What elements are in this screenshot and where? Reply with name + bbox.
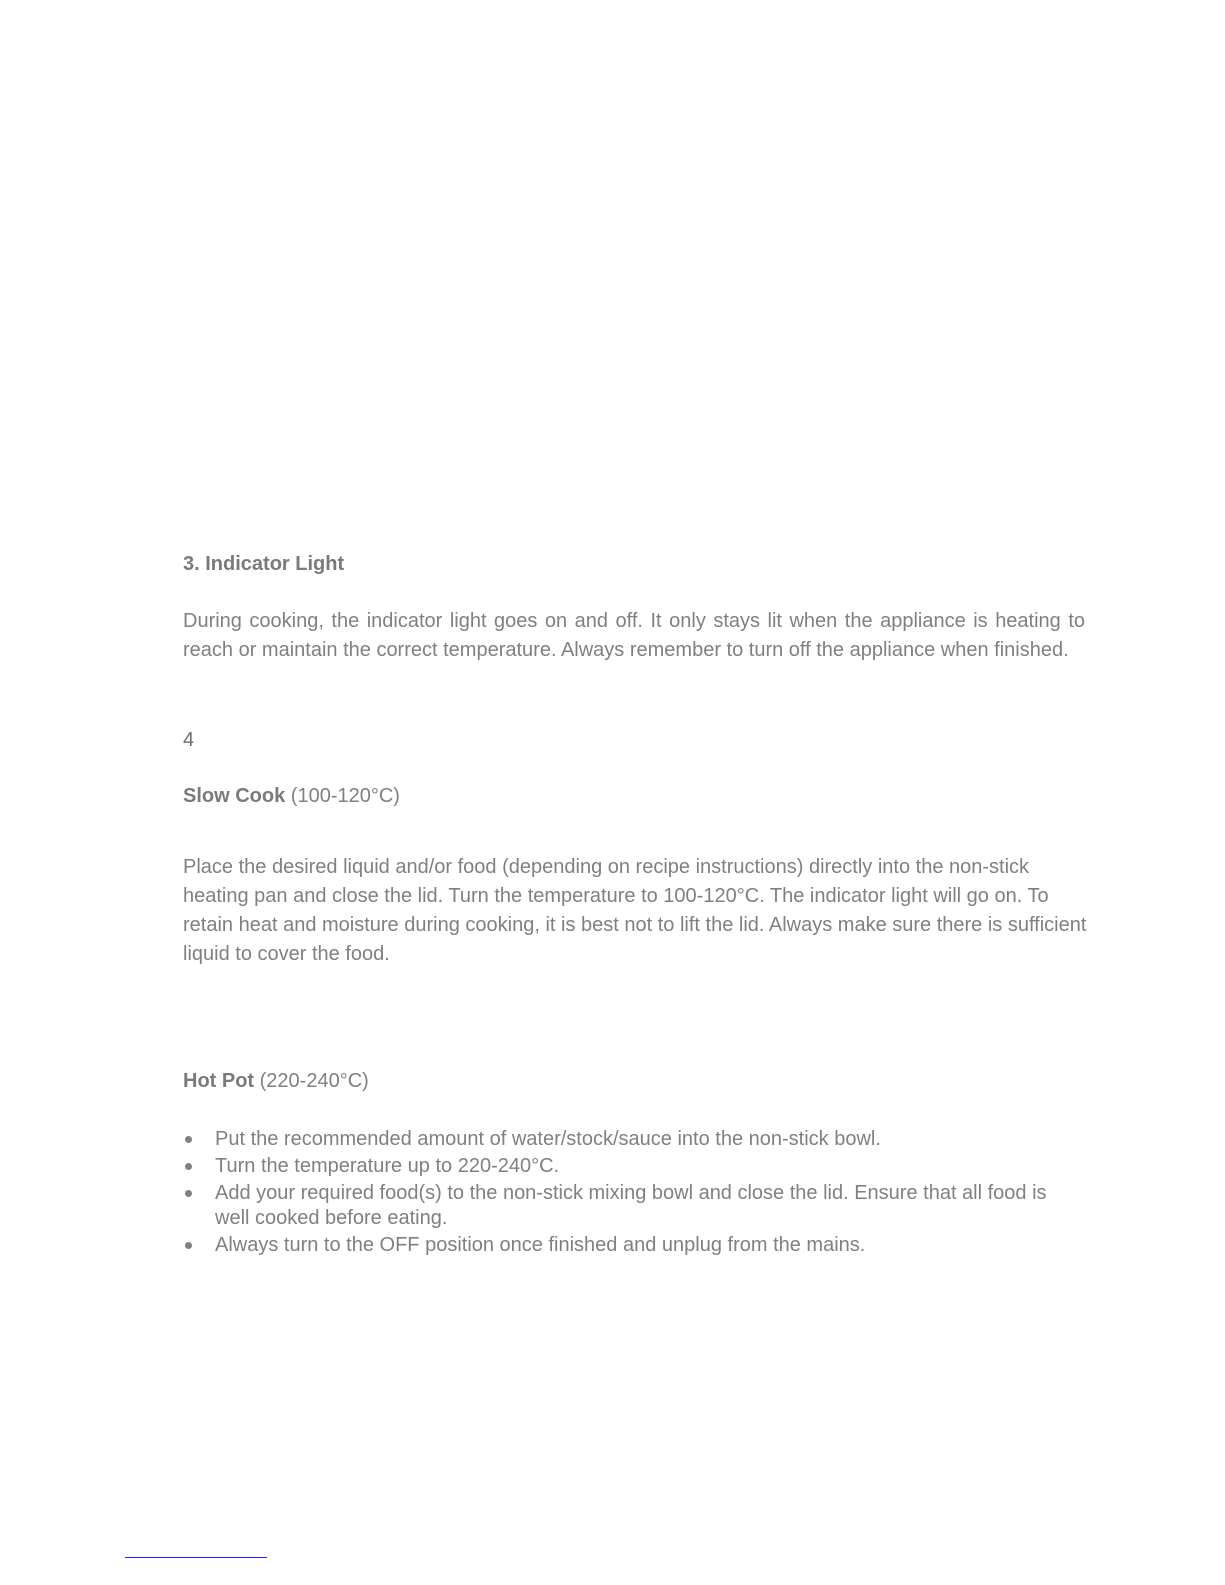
slow-cook-heading <box>183 785 400 808</box>
step-text: Always turn to the OFF position once finished and unplug from the mains. <box>215 1234 866 1256</box>
bullet-icon <box>185 1163 192 1170</box>
step-text: Add your required food(s) to the non-stick mixing bowl and close the lid. Ensure that all food is well cooked before eating. <box>215 1182 1047 1229</box>
list-item <box>183 1154 1063 1179</box>
section-3-body: During cooking, the indicator light goes on and off. It only stays lit when the appliance is heating to reach or maintain the correct temperature. Always remember to turn off the appliance when finished. <box>183 610 1085 661</box>
step-text: Put the recommended amount of water/stock/sauce into the non-stick bowl. <box>215 1128 881 1150</box>
slow-cook-body: Place the desired liquid and/or food (depending on recipe instructions) directly into the non-stick heating pan and close the lid. Turn the temperature to 100-120°C. The indicator light will go on. To retain heat and moisture during cooking, it is best not to lift the lid. Always make sure there is sufficient liquid to cover the food. <box>183 856 1087 965</box>
hot-pot-heading <box>183 1070 369 1093</box>
slow-cook-range: (100-120°C) <box>285 785 400 807</box>
slow-cook-label: Slow Cook <box>183 785 286 807</box>
list-item <box>183 1181 1063 1231</box>
hot-pot-range: (220-240°C) <box>254 1070 369 1092</box>
section-3-heading: 3. Indicator Light <box>183 553 345 575</box>
hot-pot-label: Hot Pot <box>183 1070 255 1092</box>
section-4-number: 4 <box>183 729 195 751</box>
bullet-icon <box>185 1190 192 1197</box>
footnote-separator-line <box>125 1557 267 1558</box>
step-text: Turn the temperature up to 220-240°C. <box>215 1155 560 1177</box>
list-item <box>183 1127 1063 1152</box>
hot-pot-steps <box>183 1127 1063 1260</box>
list-item <box>183 1233 1063 1258</box>
bullet-icon <box>185 1136 192 1143</box>
bullet-icon <box>185 1242 192 1249</box>
